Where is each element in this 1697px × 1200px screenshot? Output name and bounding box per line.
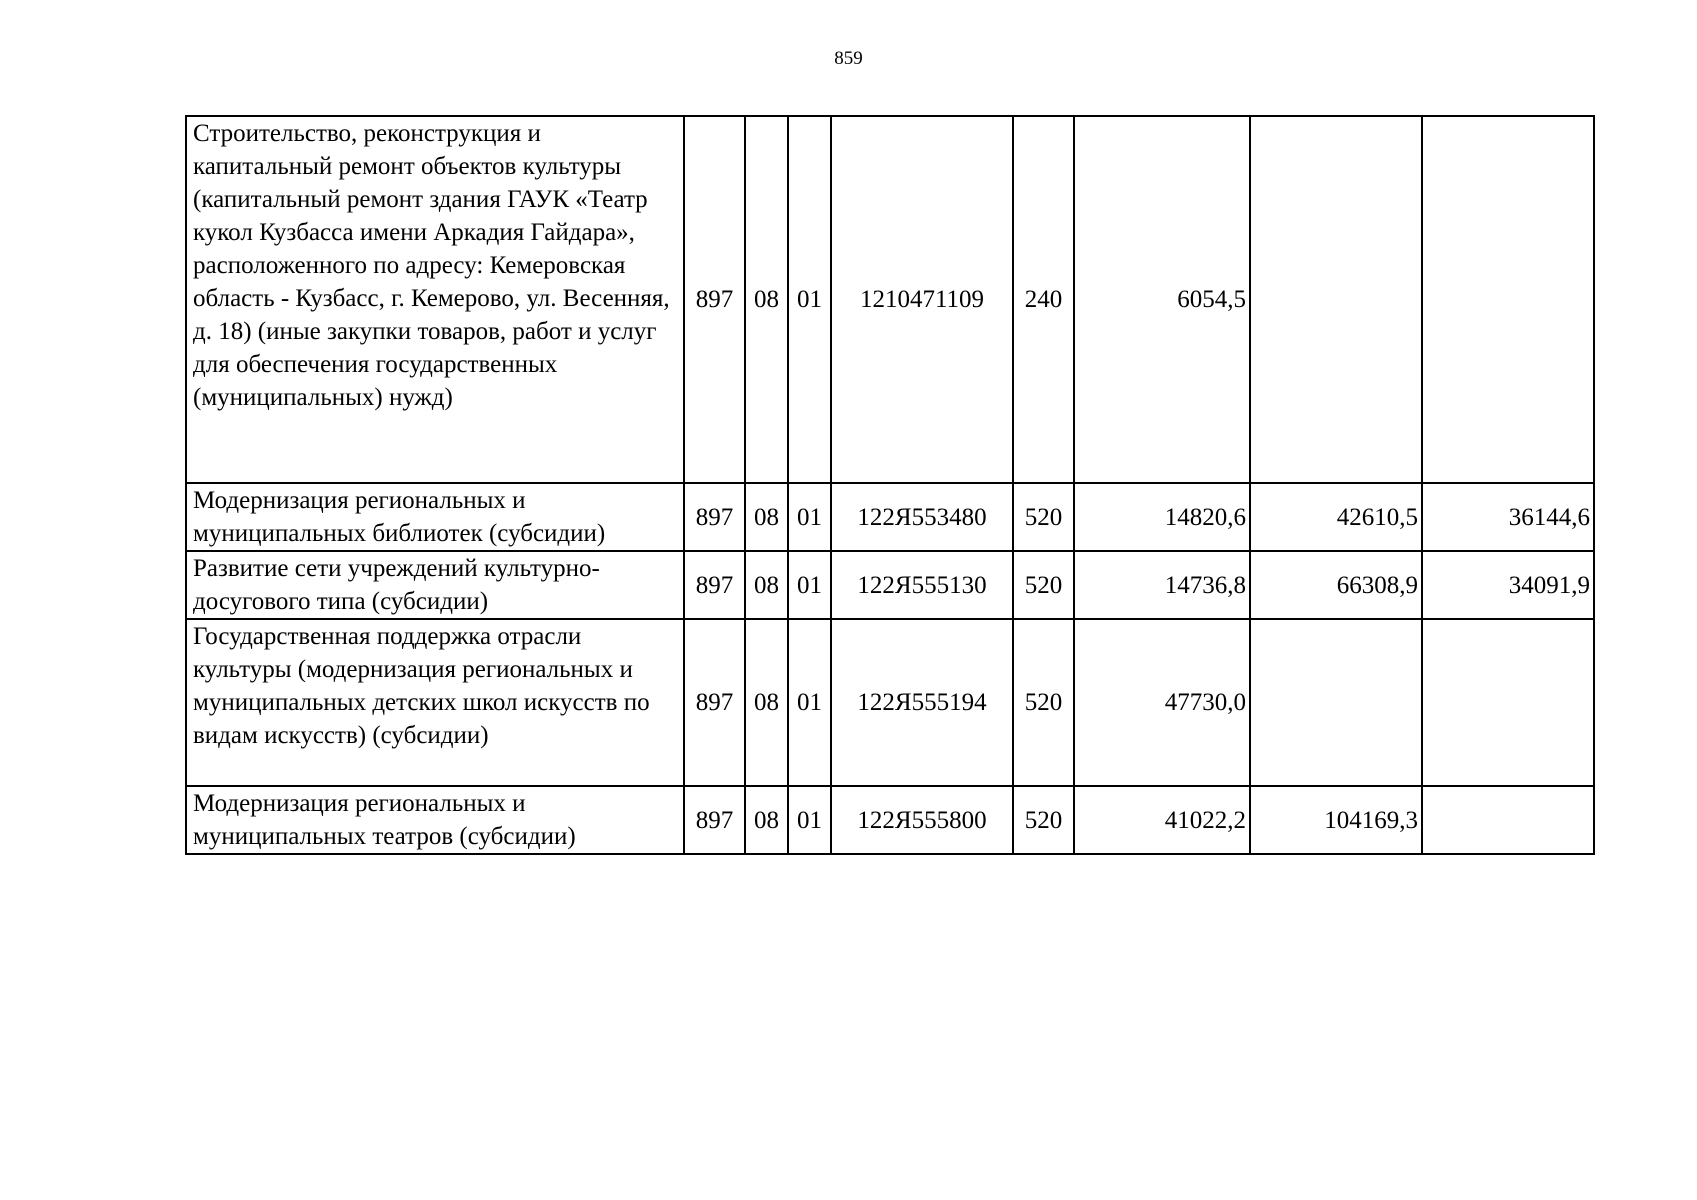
amount-year-1: 14736,8 <box>1074 551 1250 619</box>
amount-year-3 <box>1422 619 1594 786</box>
amount-year-1: 6054,5 <box>1074 116 1250 483</box>
ministry-code: 897 <box>684 619 745 786</box>
section-code: 08 <box>745 619 788 786</box>
row-description: Развитие сети учреждений культурно-досугового типа (субсидии) <box>186 551 684 619</box>
section-code: 08 <box>745 116 788 483</box>
amount-year-3: 34091,9 <box>1422 551 1594 619</box>
ministry-code: 897 <box>684 483 745 551</box>
ministry-code: 897 <box>684 551 745 619</box>
budget-table <box>185 115 1595 855</box>
ministry-code: 897 <box>684 786 745 854</box>
amount-year-2: 104169,3 <box>1250 786 1422 854</box>
target-article-code: 1210471109 <box>831 116 1013 483</box>
expense-type-code: 520 <box>1013 619 1074 786</box>
row-description: Модернизация региональных и муниципальных библиотек (субсидии) <box>186 483 684 551</box>
amount-year-3 <box>1422 786 1594 854</box>
subsection-code: 01 <box>788 551 831 619</box>
table-row <box>186 619 1594 786</box>
amount-year-3 <box>1422 116 1594 483</box>
table-row <box>186 483 1594 551</box>
subsection-code: 01 <box>788 116 831 483</box>
table-row <box>186 551 1594 619</box>
amount-year-2 <box>1250 619 1422 786</box>
amount-year-3: 36144,6 <box>1422 483 1594 551</box>
section-code: 08 <box>745 786 788 854</box>
target-article-code: 122Я555130 <box>831 551 1013 619</box>
subsection-code: 01 <box>788 619 831 786</box>
amount-year-1: 47730,0 <box>1074 619 1250 786</box>
target-article-code: 122Я553480 <box>831 483 1013 551</box>
amount-year-2 <box>1250 116 1422 483</box>
amount-year-1: 41022,2 <box>1074 786 1250 854</box>
expense-type-code: 240 <box>1013 116 1074 483</box>
section-code: 08 <box>745 551 788 619</box>
target-article-code: 122Я555194 <box>831 619 1013 786</box>
subsection-code: 01 <box>788 786 831 854</box>
expense-type-code: 520 <box>1013 786 1074 854</box>
section-code: 08 <box>745 483 788 551</box>
target-article-code: 122Я555800 <box>831 786 1013 854</box>
amount-year-2: 42610,5 <box>1250 483 1422 551</box>
row-description: Строительство, реконструкция и капитальный ремонт объектов культуры (капитальный ремонт здания ГАУК «Театр кукол Кузбасса имени Аркадия Гайдара», расположенного по адресу: Кемеровская область - Кузбасс, г. Кемерово, ул. Весенняя, д. 18) (иные закупки товаров, работ и услуг для обеспечения государственных (муниципальных) нужд) <box>186 116 684 483</box>
subsection-code: 01 <box>788 483 831 551</box>
page-number: 859 <box>834 48 863 69</box>
table-row <box>186 116 1594 483</box>
row-description: Государственная поддержка отрасли культуры (модернизация региональных и муниципальных детских школ искусств по видам искусств) (субсидии) <box>186 619 684 786</box>
row-description: Модернизация региональных и муниципальных театров (субсидии) <box>186 786 684 854</box>
amount-year-1: 14820,6 <box>1074 483 1250 551</box>
amount-year-2: 66308,9 <box>1250 551 1422 619</box>
table-row <box>186 786 1594 854</box>
ministry-code: 897 <box>684 116 745 483</box>
expense-type-code: 520 <box>1013 483 1074 551</box>
expense-type-code: 520 <box>1013 551 1074 619</box>
